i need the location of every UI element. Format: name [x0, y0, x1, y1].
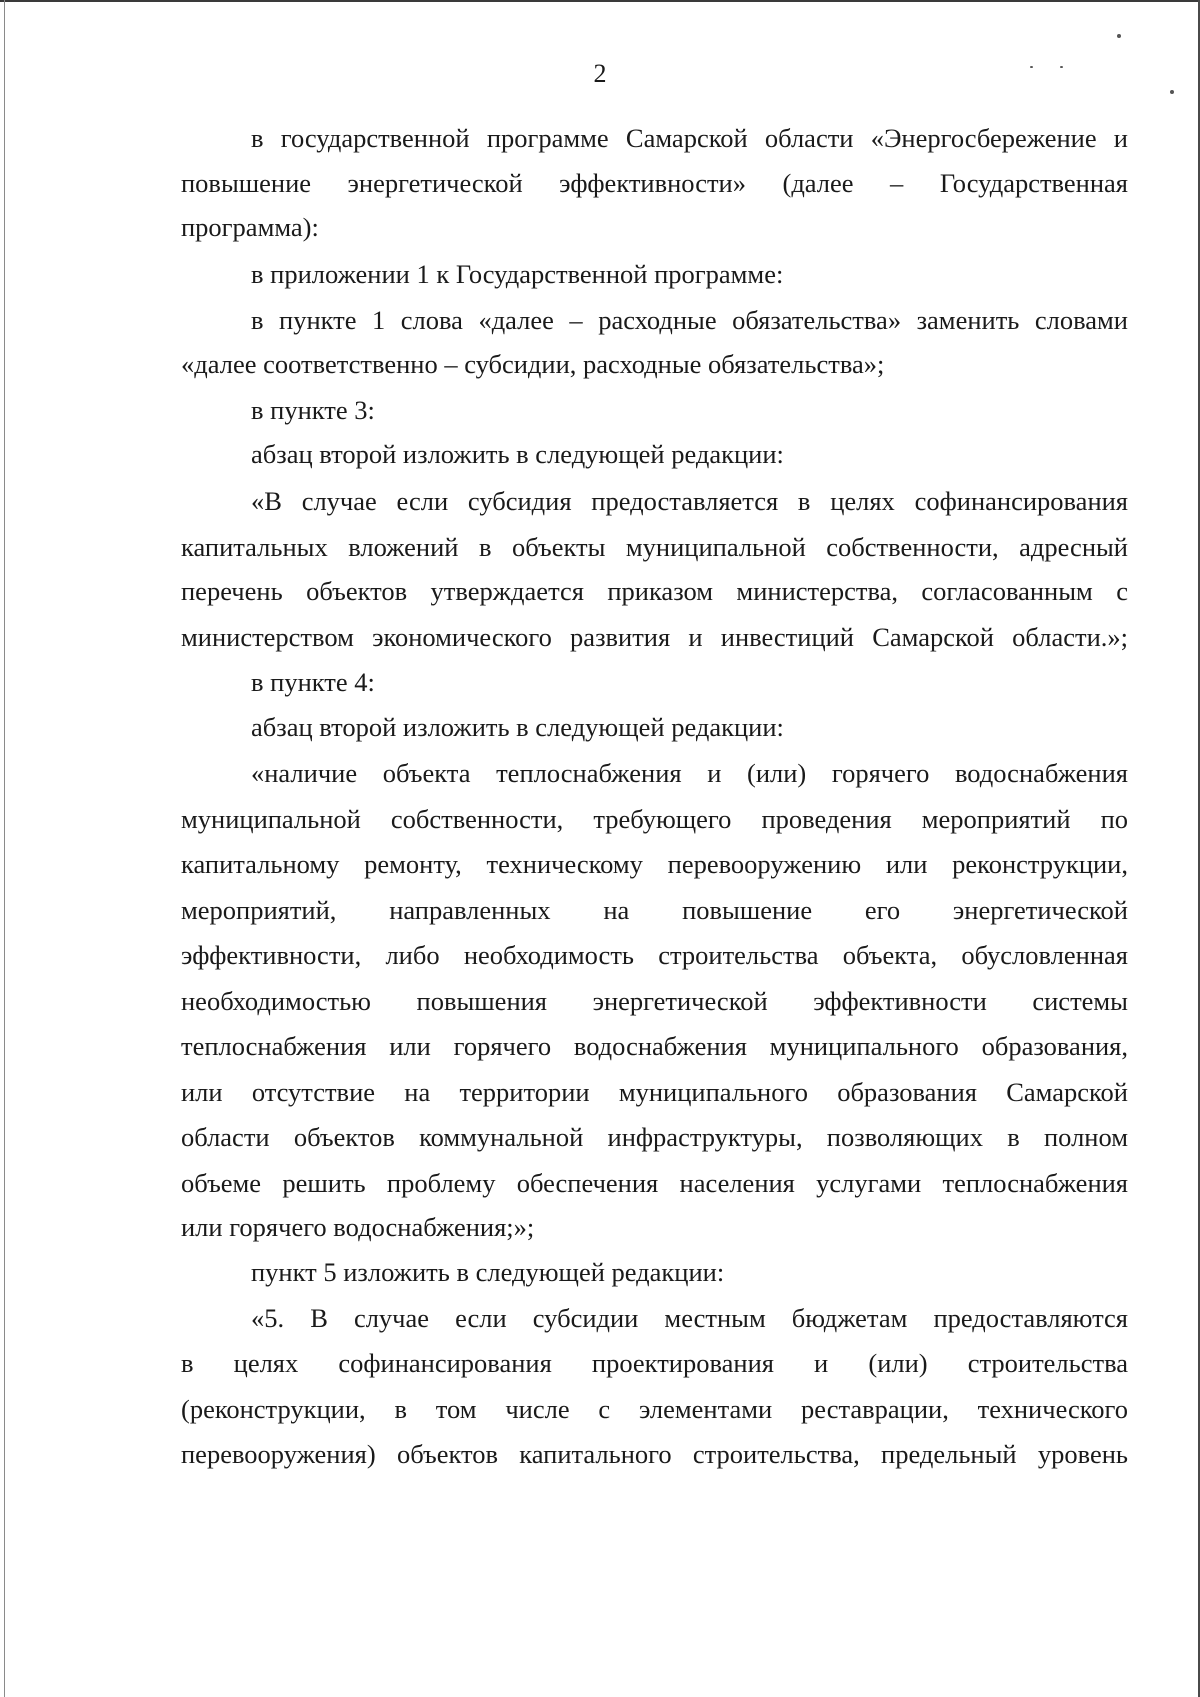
text-line: эффективности, либо необходимость строительства объекта, обусловленная: [181, 940, 1128, 970]
text-line: в пункте 4:: [251, 667, 375, 697]
text-line: пункт 5 изложить в следующей редакции:: [251, 1257, 725, 1287]
text-line: перевооружения) объектов капитального строительства, предельный уровень: [181, 1439, 1128, 1469]
text-line: необходимостью повышения энергетической эффективности системы: [181, 986, 1128, 1016]
text-line: мероприятий, направленных на повышение его энергетической: [181, 895, 1128, 925]
text-line: (реконструкции, в том числе с элементами реставрации, технического: [181, 1394, 1128, 1424]
text-line: в государственной программе Самарской области «Энергосбережение и: [251, 123, 1128, 153]
text-line: в пункте 1 слова «далее – расходные обязательства» заменить словами: [251, 305, 1128, 335]
text-line: капитальных вложений в объекты муниципальной собственности, адресный: [181, 532, 1128, 562]
text-line: теплоснабжения или горячего водоснабжения муниципального образования,: [181, 1031, 1128, 1061]
text-line: капитальному ремонту, техническому перевооружению или реконструкции,: [181, 849, 1128, 879]
text-line: повышение энергетической эффективности» (далее – Государственная: [181, 168, 1128, 198]
scan-speck: [1117, 34, 1121, 38]
text-line: в пункте 3:: [251, 395, 375, 425]
text-line: области объектов коммунальной инфраструктуры, позволяющих в полном: [181, 1122, 1128, 1152]
text-line: абзац второй изложить в следующей редакции:: [251, 439, 784, 469]
text-line: в приложении 1 к Государственной программе:: [251, 259, 784, 289]
text-line: министерством экономического развития и инвестиций Самарской области.»;: [181, 622, 1128, 652]
scan-edge-top: [0, 0, 1200, 2]
text-line: муниципальной собственности, требующего проведения мероприятий по: [181, 804, 1128, 834]
text-line: «В случае если субсидия предоставляется в целях софинансирования: [251, 486, 1128, 516]
text-line: в целях софинансирования проектирования и (или) строительства: [181, 1348, 1128, 1378]
text-line: «наличие объекта теплоснабжения и (или) горячего водоснабжения: [251, 758, 1128, 788]
text-line: или горячего водоснабжения;»;: [181, 1212, 535, 1242]
text-line: или отсутствие на территории муниципального образования Самарской: [181, 1077, 1128, 1107]
text-line: абзац второй изложить в следующей редакции:: [251, 712, 784, 742]
text-line: перечень объектов утверждается приказом министерства, согласованным с: [181, 576, 1128, 606]
text-line: программа):: [181, 212, 319, 242]
text-line: «далее соответственно – субсидии, расходные обязательства»;: [181, 349, 885, 379]
text-line: объеме решить проблему обеспечения населения услугами теплоснабжения: [181, 1168, 1128, 1198]
scan-speck: [1170, 90, 1174, 94]
text-line: «5. В случае если субсидии местным бюджетам предоставляются: [251, 1303, 1128, 1333]
scan-edge-left: [4, 0, 5, 1697]
page-number: 2: [593, 59, 607, 88]
